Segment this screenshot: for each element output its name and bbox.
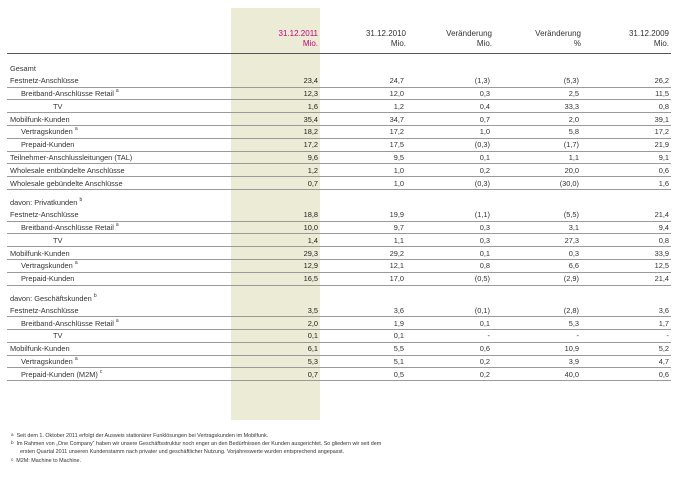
value-change-pct: 33,3 [492,100,581,113]
value-change-abs: (0,1) [406,304,492,316]
value-change-abs: (0,3) [406,138,492,151]
value-change-abs: (1,3) [406,75,492,87]
row-label-cell [7,329,231,342]
value-2010: 12,0 [320,87,406,100]
row-label: Festnetz-Anschlüsse [10,305,79,315]
value-2011: 12,3 [231,87,320,100]
row-label: Teilnehmer-Anschlussleitungen (TAL) [10,152,133,162]
value-change-abs: 0,2 [406,368,492,381]
footnote-line [11,457,671,465]
value-change-pct: 3,9 [492,355,581,368]
footnote-line [11,440,671,448]
header-col-2009-unit: Mio. [653,39,669,48]
value-2011: 10,0 [231,221,320,234]
header-col-2011-date: 31.12.2011 [278,29,318,38]
value-change-abs: 0,1 [406,247,492,260]
row-label-cell [7,113,231,126]
value-2010: 3,6 [320,304,406,316]
row-label-cell [7,177,231,190]
header-col-change-pct-title: Veränderung [535,29,581,38]
value-2011: 2,0 [231,317,320,330]
table-row [7,355,671,368]
row-label: Breitband-Anschlüsse Retail [21,318,114,328]
value-change-abs: 0,2 [406,355,492,368]
row-label: Wholesale gebündelte Anschlüsse [10,178,123,188]
table-row [7,100,671,113]
value-change-pct: (1,7) [492,138,581,151]
statistics-table-frame [7,4,671,473]
value-2011: 0,1 [231,329,320,342]
value-2010: 29,2 [320,247,406,260]
row-label-cell [7,100,231,113]
value-change-abs: 0,2 [406,164,492,177]
footnote-marker: b [93,292,97,299]
header-divider [7,53,671,54]
footnote-marker: b [79,197,83,204]
table-row [7,368,671,381]
value-2010: 17,5 [320,138,406,151]
subscriber-table-body [7,63,671,381]
value-2010: 19,9 [320,209,406,221]
table-row [7,342,671,355]
row-label-cell [7,342,231,355]
table-row [7,177,671,190]
value-2009: 33,9 [581,247,671,260]
footnote-marker: a [115,221,119,228]
value-change-pct: 20,0 [492,164,581,177]
header-col-change-pct-unit: % [573,39,581,48]
row-label: Prepaid-Kunden [21,140,75,150]
row-label: Vertragskunden [21,261,73,271]
value-change-abs: 0,1 [406,151,492,164]
value-2009: 1,7 [581,317,671,330]
table-row [7,125,671,138]
row-label: Mobilfunk-Kunden [10,114,70,124]
table-row [7,304,671,316]
row-label: TV [53,331,63,341]
section-heading-label: davon: Geschäftskunden [10,293,92,303]
row-label-cell [7,75,231,87]
value-2011: 17,2 [231,138,320,151]
footnote-mark: a [11,432,14,437]
value-2009: 0,6 [581,164,671,177]
value-change-abs: 0,6 [406,342,492,355]
row-label-cell [7,87,231,100]
table-row [7,234,671,247]
value-change-pct: (30,0) [492,177,581,190]
value-2011: 0,7 [231,177,320,190]
value-2009: 21,4 [581,272,671,285]
value-2010: 1,0 [320,164,406,177]
value-change-pct: 5,8 [492,125,581,138]
value-change-pct: 1,1 [492,151,581,164]
row-label-cell [7,125,231,138]
footnotes [11,432,671,465]
row-label-cell [7,368,231,381]
footnote-marker: a [115,317,119,324]
table-row [7,209,671,221]
table-row [7,317,671,330]
value-2011: 1,6 [231,100,320,113]
value-2009: 9,4 [581,221,671,234]
footnote-text: M2M: Machine to Machine. [16,457,82,464]
value-2011: 6,1 [231,342,320,355]
row-label: Prepaid-Kunden [21,274,75,284]
row-label: Prepaid-Kunden (M2M) [21,369,98,379]
value-change-abs: (0,5) [406,272,492,285]
row-label: Vertragskunden [21,356,73,366]
value-2009: 26,2 [581,75,671,87]
value-2010: 17,2 [320,125,406,138]
value-change-pct: 40,0 [492,368,581,381]
value-2010: 34,7 [320,113,406,126]
row-label-cell [7,209,231,221]
value-2009: 3,6 [581,304,671,316]
value-change-pct: 2,5 [492,87,581,100]
section-spacer [7,285,671,293]
value-2010: 0,1 [320,329,406,342]
value-change-abs: - [406,329,492,342]
value-2011: 1,4 [231,234,320,247]
value-2009: 11,5 [581,87,671,100]
value-change-abs: (0,3) [406,177,492,190]
row-label-cell [7,247,231,260]
value-2010: 24,7 [320,75,406,87]
section-heading [7,293,671,305]
value-2010: 1,1 [320,234,406,247]
row-label: Mobilfunk-Kunden [10,248,70,258]
value-2009: 21,9 [581,138,671,151]
row-label-cell [7,355,231,368]
value-2010: 9,7 [320,221,406,234]
table-row [7,272,671,285]
row-label: TV [53,235,63,245]
value-2010: 1,9 [320,317,406,330]
table-row [7,221,671,234]
section-heading [7,197,671,209]
value-2009: 9,1 [581,151,671,164]
value-change-pct: (5,5) [492,209,581,221]
footnote-marker: c [99,368,103,375]
section-heading-cell [7,63,671,75]
footnote-text: ersten Quartal 2011 unseren Kundenstamm nach privater und geschäftlicher Nutzung. Vorjahreswerte wurden entsprechend angepasst. [20,449,345,456]
value-change-abs: 0,4 [406,100,492,113]
value-2011: 18,2 [231,125,320,138]
section-heading [7,63,671,75]
value-change-pct: - [492,329,581,342]
row-label-cell [7,259,231,272]
value-change-abs: 0,3 [406,87,492,100]
footnote-marker: a [74,126,78,133]
row-label: Vertragskunden [21,127,73,137]
value-2009: 1,6 [581,177,671,190]
value-2010: 17,0 [320,272,406,285]
value-2009: 0,6 [581,368,671,381]
value-2011: 29,3 [231,247,320,260]
row-label: Mobilfunk-Kunden [10,344,70,354]
footnote-marker: a [74,355,78,362]
header-col-change-abs-title: Veränderung [446,29,492,38]
row-label: Festnetz-Anschlüsse [10,210,79,220]
value-change-abs: (1,1) [406,209,492,221]
value-change-pct: 6,6 [492,259,581,272]
table-row [7,247,671,260]
value-change-abs: 1,0 [406,125,492,138]
value-2009: 4,7 [581,355,671,368]
value-change-abs: 0,1 [406,317,492,330]
header-col-change-abs [406,29,492,49]
row-label: Wholesale entbündelte Anschlüsse [10,165,125,175]
value-2010: 5,1 [320,355,406,368]
row-label: Breitband-Anschlüsse Retail [21,222,114,232]
value-2009: 39,1 [581,113,671,126]
value-2010: 0,5 [320,368,406,381]
header-col-2009 [581,29,669,49]
value-2011: 18,8 [231,209,320,221]
footnote-mark: b [11,440,14,446]
value-2011: 16,5 [231,272,320,285]
value-2010: 9,5 [320,151,406,164]
value-2011: 0,7 [231,368,320,381]
footnote-mark: c [11,456,14,462]
value-2010: 1,2 [320,100,406,113]
value-change-abs: 0,3 [406,221,492,234]
footnote-marker: a [115,87,119,94]
value-2010: 12,1 [320,259,406,272]
row-label: Breitband-Anschlüsse Retail [21,88,114,98]
value-change-pct: (5,3) [492,75,581,87]
header-col-2011-unit: Mio. [302,39,318,48]
value-2011: 3,5 [231,304,320,316]
section-heading-cell [7,293,671,305]
value-2009: 5,2 [581,342,671,355]
value-2011: 35,4 [231,113,320,126]
header-col-2011 [231,29,318,49]
value-2011: 23,4 [231,75,320,87]
value-change-pct: 2,0 [492,113,581,126]
value-2011: 9,6 [231,151,320,164]
spacer-cell [7,189,671,197]
table-row [7,151,671,164]
value-2009: 21,4 [581,209,671,221]
table-row [7,164,671,177]
row-label-cell [7,234,231,247]
row-label-cell [7,272,231,285]
footnote-text: Im Rahmen von „One Company“ haben wir unsere Geschäftsstruktur noch enger an den Bedürfnissen der Kunden ausgerichtet. So gliedern wir seit dem [16,441,382,448]
value-change-pct: (2,9) [492,272,581,285]
spacer-cell [7,285,671,293]
header-col-2010-date: 31.12.2010 [365,29,406,38]
value-2009: 0,8 [581,234,671,247]
header-col-2010-unit: Mio. [390,39,406,48]
value-change-pct: 27,3 [492,234,581,247]
value-2009: 17,2 [581,125,671,138]
section-heading-label: davon: Privatkunden [10,198,78,208]
table-row [7,138,671,151]
value-2009: - [581,329,671,342]
value-2011: 1,2 [231,164,320,177]
row-label-cell [7,221,231,234]
table-row [7,329,671,342]
value-change-abs: 0,7 [406,113,492,126]
table-row [7,87,671,100]
value-change-pct: (2,8) [492,304,581,316]
header-col-change-pct [492,29,581,49]
value-change-pct: 3,1 [492,221,581,234]
value-2010: 1,0 [320,177,406,190]
row-label-cell [7,151,231,164]
row-label-cell [7,138,231,151]
footnote-line [11,448,671,456]
header-col-2009-date: 31.12.2009 [628,29,669,38]
value-2009: 12,5 [581,259,671,272]
section-heading-cell [7,197,671,209]
footnote-marker: a [74,260,78,267]
section-spacer [7,189,671,197]
table-row [7,259,671,272]
section-heading-label: Gesamt [10,64,36,74]
table-row [7,113,671,126]
value-2011: 12,9 [231,259,320,272]
value-change-abs: 0,8 [406,259,492,272]
subscriber-table [7,63,671,381]
value-2011: 5,3 [231,355,320,368]
row-label-cell [7,317,231,330]
row-label: Festnetz-Anschlüsse [10,76,79,86]
row-label-cell [7,164,231,177]
header-col-2010 [320,29,406,49]
header-col-change-abs-unit: Mio. [476,39,492,48]
value-change-pct: 5,3 [492,317,581,330]
row-label-cell [7,304,231,316]
value-change-abs: 0,3 [406,234,492,247]
footnote-line [11,432,671,440]
footnote-text: Seit dem 1. Oktober 2011 erfolgt der Ausweis stationärer Funklösungen bei Vertragskunden im Mobilfunk. [16,433,269,439]
table-row [7,75,671,87]
row-label: TV [53,101,63,111]
value-change-pct: 0,3 [492,247,581,260]
value-2009: 0,8 [581,100,671,113]
value-change-pct: 10,9 [492,342,581,355]
value-2010: 5,5 [320,342,406,355]
